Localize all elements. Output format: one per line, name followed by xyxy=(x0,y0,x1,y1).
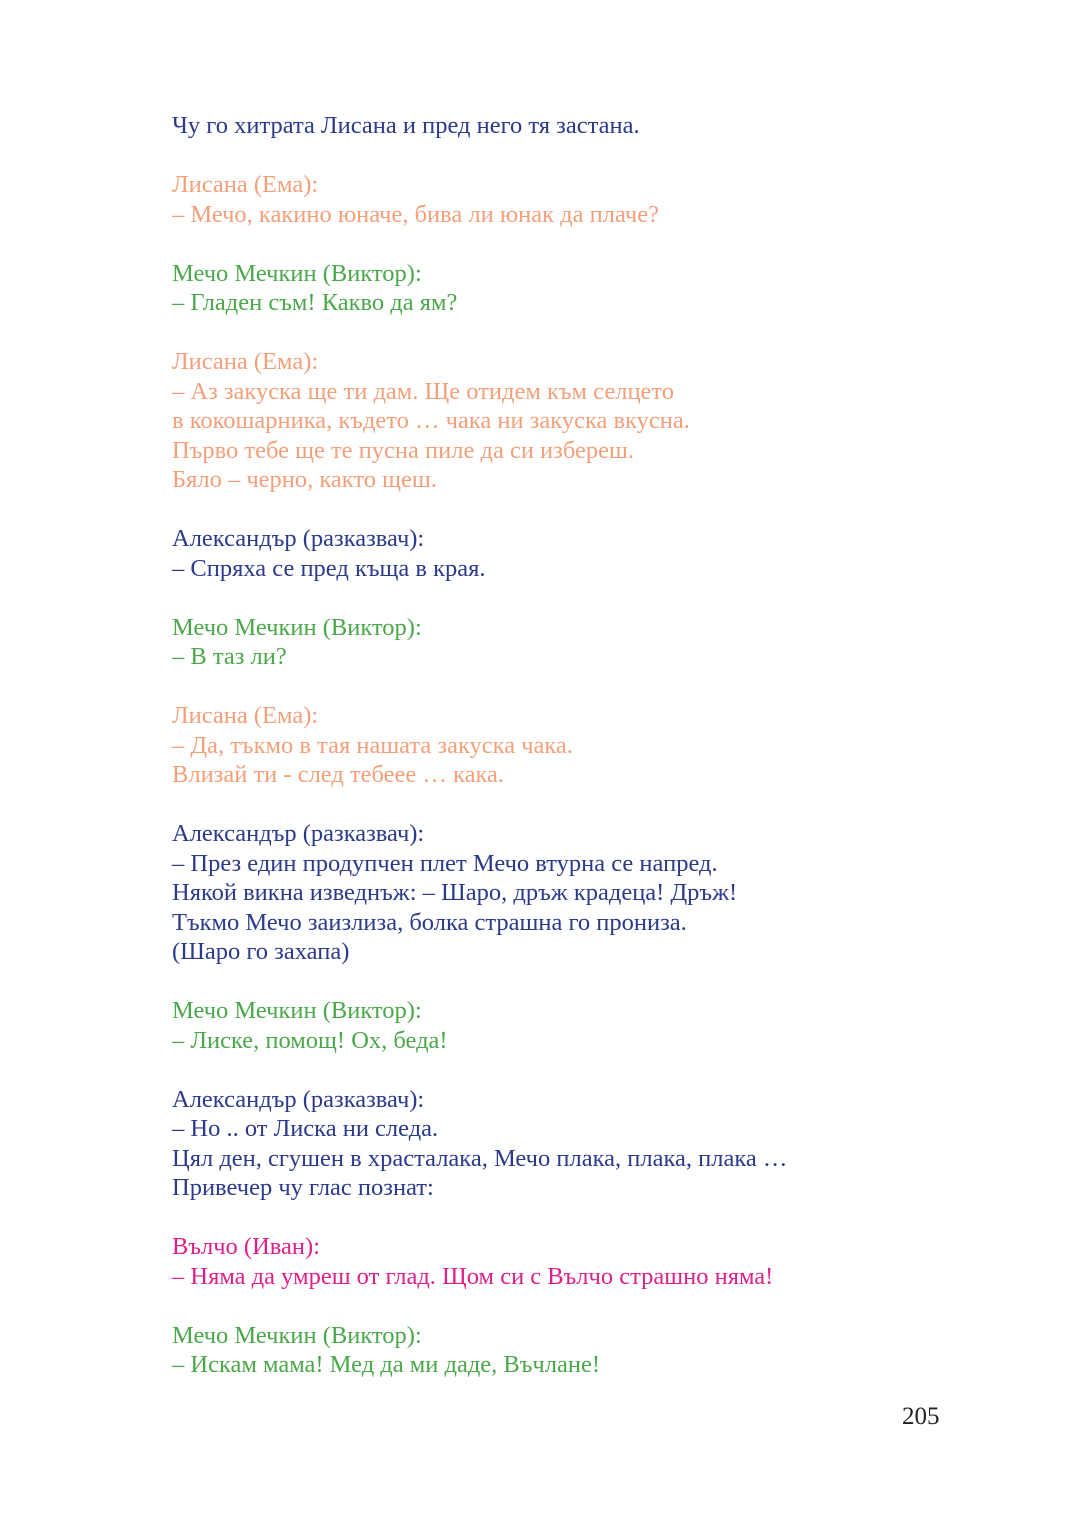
dialogue-block-narrator xyxy=(172,819,992,967)
dialogue-line: Привечер чу глас познат: xyxy=(172,1174,434,1201)
page-body xyxy=(172,111,992,1409)
dialogue-block-narrator xyxy=(172,524,992,583)
dialogue-block-valcho xyxy=(172,1232,992,1291)
speaker-label: Вълчо (Иван): xyxy=(172,1233,320,1260)
dialogue-block-mecho xyxy=(172,259,992,318)
dialogue-line: Някой викна изведнъж: – Шаро, дръж крадеца! Дръж! xyxy=(172,879,738,906)
dialogue-line: Тъкмо Мечо заизлиза, болка страшна го прониза. xyxy=(172,908,687,936)
dialogue-line: – Няма да умреш от глад. Щом си с Вълчо страшно няма! xyxy=(172,1262,774,1290)
speaker-label: Александър (разказвач): xyxy=(172,1085,425,1113)
dialogue-line: – Гладен съм! Какво да ям? xyxy=(172,289,458,316)
dialogue-line: – Мечо, какино юначе, бива ли юнак да плаче? xyxy=(172,200,659,228)
dialogue-line: Цял ден, сгушен в храсталака, Мечо плака, плака, плака … xyxy=(172,1144,788,1172)
dialogue-block-mecho xyxy=(172,1321,992,1380)
dialogue-block-narrator xyxy=(172,1085,992,1203)
dialogue-line: – Искам мама! Мед да ми даде, Въчлане! xyxy=(172,1351,600,1378)
dialogue-line: – През един продупчен плет Мечо втурна се напред. xyxy=(172,849,718,877)
speaker-label: Мечо Мечкин (Виктор): xyxy=(172,997,422,1024)
speaker-label: Мечо Мечкин (Виктор): xyxy=(172,1321,422,1349)
speaker-label: Александър (разказвач): xyxy=(172,820,425,847)
dialogue-line: – Спряха се пред къща в края. xyxy=(172,554,486,582)
dialogue-line: – Лиске, помощ! Ох, беда! xyxy=(172,1026,448,1054)
dialogue-line: Влизай ти - след тебеее … кака. xyxy=(172,761,504,788)
dialogue-block-lisana xyxy=(172,170,992,229)
dialogue-line: – Да, тъкмо в тая нашата закуска чака. xyxy=(172,731,573,759)
speaker-label: Александър (разказвач): xyxy=(172,525,425,552)
page-number: 205 xyxy=(902,1403,940,1430)
speaker-label: Лисана (Ема): xyxy=(172,348,319,375)
dialogue-line: – Аз закуска ще ти дам. Ще отидем към селцето xyxy=(172,377,675,405)
dialogue-line: (Шаро го захапа) xyxy=(172,938,350,965)
speaker-label: Мечо Мечкин (Виктор): xyxy=(172,613,422,641)
dialogue-line: – В таз ли? xyxy=(172,643,287,670)
dialogue-block-lisana xyxy=(172,701,992,790)
dialogue-line: в кокошарника, където … чака ни закуска вкусна. xyxy=(172,407,690,434)
dialogue-block-mecho xyxy=(172,996,992,1055)
dialogue-line: – Но .. от Лиска ни следа. xyxy=(172,1115,439,1142)
dialogue-line: Бяло – черно, както щеш. xyxy=(172,466,437,493)
speaker-label: Мечо Мечкин (Виктор): xyxy=(172,259,422,287)
dialogue-block-mecho xyxy=(172,613,992,672)
speaker-label: Лисана (Ема): xyxy=(172,171,319,198)
speaker-label: Лисана (Ема): xyxy=(172,702,319,729)
dialogue-line: Чу го хитрата Лисана и пред него тя застана. xyxy=(172,112,640,139)
dialogue-line: Първо тебе ще те пусна пиле да си избереш. xyxy=(172,436,634,464)
dialogue-block-lisana xyxy=(172,347,992,495)
dialogue-block-narrator xyxy=(172,111,992,141)
